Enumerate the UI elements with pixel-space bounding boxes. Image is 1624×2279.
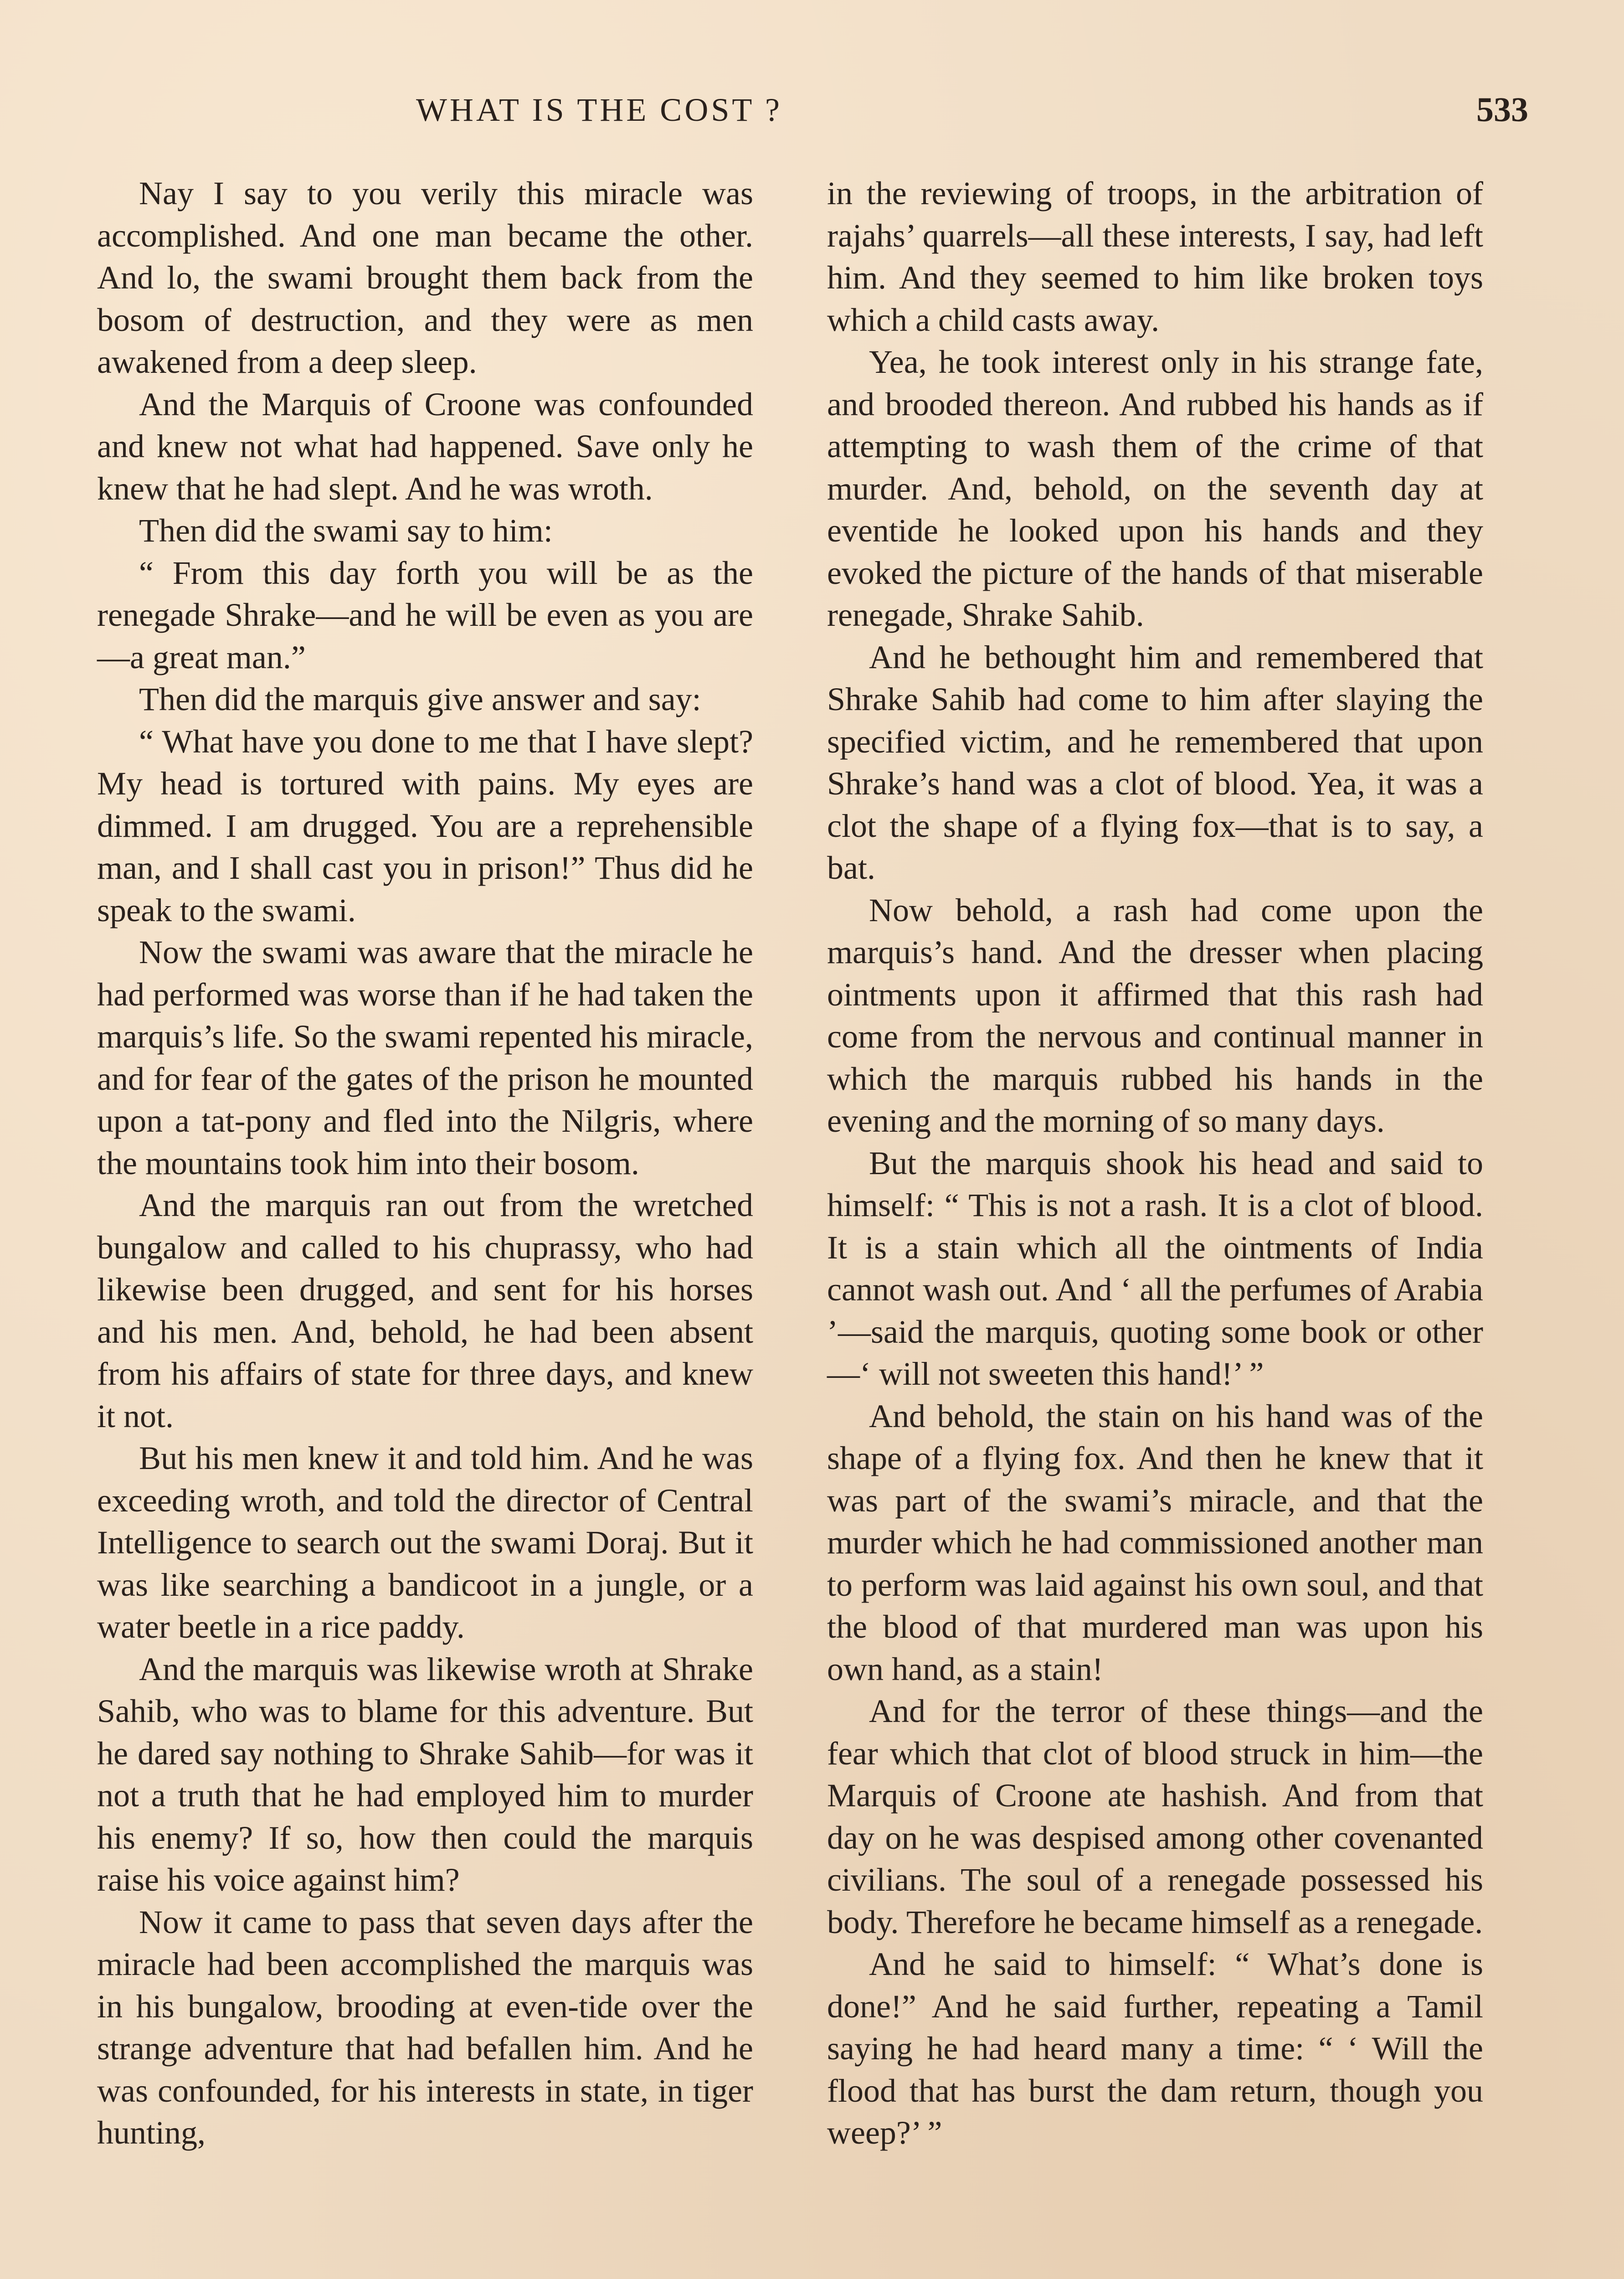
paragraph: But his men knew it and told him. And he was exceeding wroth, and told the director of Central Intelligence to search out the swami Doraj. But it was like searching a bandicoot in a jungle, or a water beetle in a rice paddy. xyxy=(97,1440,753,1645)
paragraph: Now behold, a rash had come upon the marquis’s hand. And the dresser when placing ointments upon it affirmed that this rash had come from the nervous and continual manner in which the marquis rubbed his hands in the evening and the morning of so many days. xyxy=(827,892,1483,1139)
paragraph: Now the swami was aware that the miracle he had performed was worse than if he had taken the marquis’s life. So the swami repented his miracle, and for fear of the gates of the prison he mounted upon a tat-pony and fled into the Nilgris, where the mountains took him into their bosom. xyxy=(97,934,753,1181)
running-head-title: WHAT IS THE COST ? xyxy=(416,92,783,128)
paragraph: And behold, the stain on his hand was of the shape of a flying fox. And then he knew that it was part of the swami’s miracle, and that the murder which he had commissioned another man to perform was laid against his own soul, and that the blood of that murdered man was upon his own hand, as a stain! xyxy=(827,1397,1483,1687)
paragraph: Then did the swami say to him: xyxy=(139,512,553,549)
left-column xyxy=(97,172,753,2154)
paragraph: And the Marquis of Croone was confounded and knew not what had happened. Save only he knew that he had slept. And he was wroth. xyxy=(97,386,753,507)
paragraph: Yea, he took interest only in his strange fate, and brooded thereon. And rubbed his hands as if attempting to wash them of the crime of that murder. And, behold, on the seventh day at eventide he looked upon his hands and they evoked the picture of the hands of that miserable renegade, Shrake Sahib. xyxy=(827,344,1483,633)
paragraph: And he said to himself: “ What’s done is done!” And he said further, repeating a Tamil saying he had heard many a time: “ ‘ Will the flood that has burst the dam return, though you weep?’ ” xyxy=(827,1946,1483,2151)
paragraph: But the marquis shook his head and said to himself: “ This is not a rash. It is a clot of blood. It is a stain which all the ointments of India cannot wash out. And ‘ all the perfumes of Arabia ’—said the marquis, quoting some book or other—‘ will not sweeten this hand!’ ” xyxy=(827,1145,1483,1392)
paragraph: Nay I say to you verily this miracle was accomplished. And one man became the other. And lo, the swami brought them back from the bosom of destruction, and they were as men awakened from a deep sleep. xyxy=(97,175,753,380)
right-column xyxy=(827,172,1483,2154)
paragraph: And the marquis was likewise wroth at Shrake Sahib, who was to blame for this adventure. But he dared say nothing to Shrake Sahib—for was it not a truth that he had employed him to murder his enemy? If so, how then could the marquis raise his voice against him? xyxy=(97,1650,753,1898)
paragraph-continuation: in the reviewing of troops, in the arbitration of rajahs’ quarrels—all these interests, I say, had left him. And they seemed to him like broken toys which a child casts away. xyxy=(827,175,1483,338)
paragraph: And he bethought him and remembered that Shrake Sahib had come to him after slaying the specified victim, and he remembered that upon Shrake’s hand was a clot of blood. Yea, it was a clot the shape of a flying fox—that is to say, a bat. xyxy=(827,639,1483,886)
paragraph: Then did the marquis give answer and say: xyxy=(139,681,701,717)
paragraph: “ From this day forth you will be as the renegade Shrake—and he will be even as you are—a great man.” xyxy=(97,554,753,675)
paragraph: Now it came to pass that seven days after the miracle had been accomplished the marquis was in his bungalow, brooding at even-tide over the strange adventure that had befallen him. And he was confounded, for his interests in state, in tiger hunting, xyxy=(97,1903,753,2151)
paragraph: And the marquis ran out from the wretched bungalow and called to his chuprassy, who had likewise been drugged, and sent for his horses and his men. And, behold, he had been absent from his affairs of state for three days, and knew it not. xyxy=(97,1187,753,1434)
paragraph: And for the terror of these things—and the fear which that clot of blood struck in him—the Marquis of Croone ate hashish. And from that day on he was despised among other covenanted civilians. The soul of a renegade possessed his body. Therefore he became himself as a renegade. xyxy=(827,1693,1483,1940)
paragraph: “ What have you done to me that I have slept? My head is tortured with pains. My eyes are dimmed. I am drugged. You are a reprehensible man, and I shall cast you in prison!” Thus did he speak to the swami. xyxy=(97,723,753,928)
page-number: 533 xyxy=(1476,91,1528,129)
